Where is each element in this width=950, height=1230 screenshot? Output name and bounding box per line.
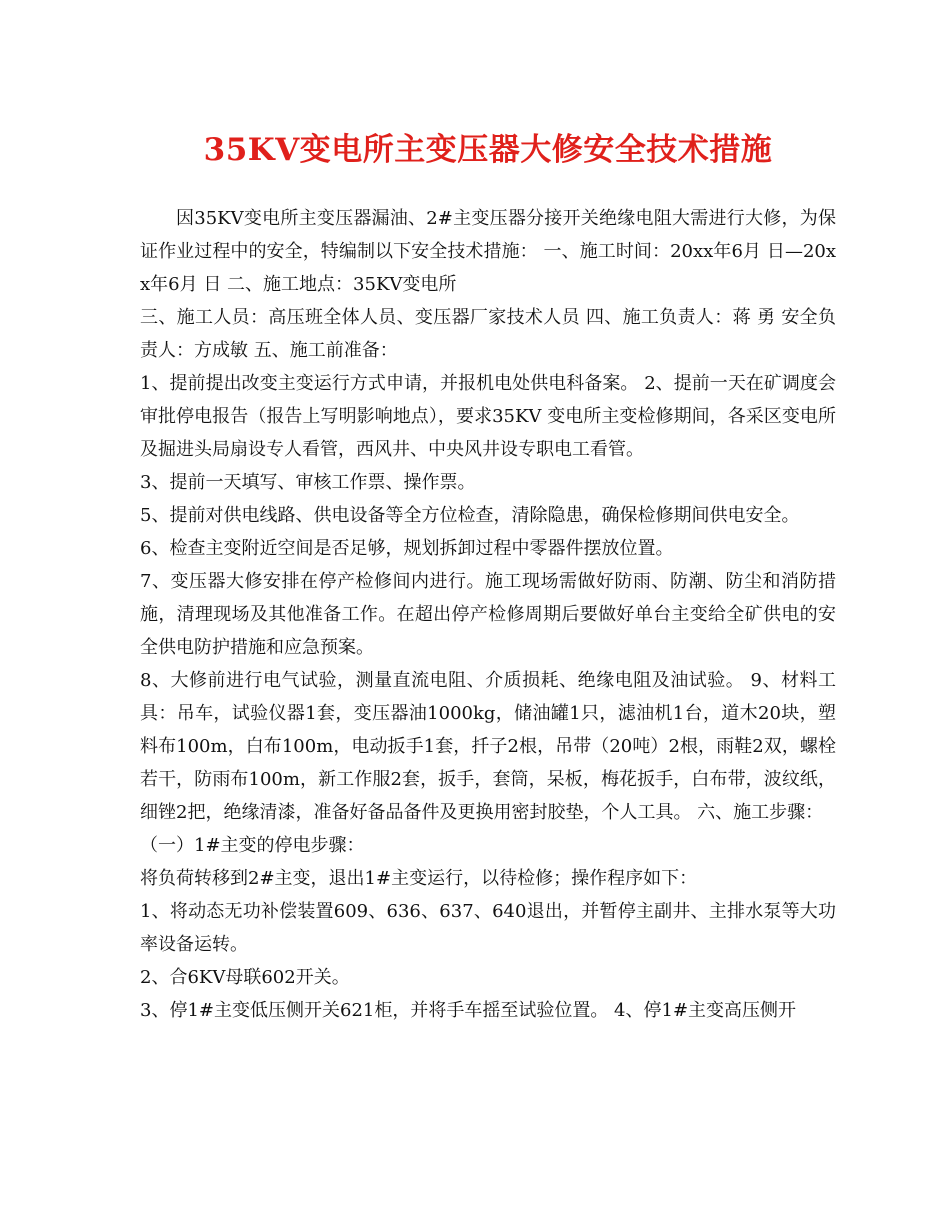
paragraph-intro: 因35KV变电所主变压器漏油、2#主变压器分接开关绝缘电阻大需进行大修，为保证作业过程中的安全，特编制以下安全技术措施： 一、施工时间：20xx年6月 日—20xx年6月 日 二、施工地点：35KV变电所 [140,208,836,295]
paragraph-item-8-9: 8、大修前进行电气试验，测量直流电阻、介质损耗、绝缘电阻及油试验。 9、材料工具：吊车，试验仪器1套，变压器油1000kg，储油罐1只，滤油机1台，道木20块，塑料布100m，白布100m，电动扳手1套，扦子2根，吊带（20吨）2根，雨鞋2双，螺栓若干，防雨布100m，新工作服2套，扳手，套筒，呆板，梅花扳手，白布带，波纹纸，细锉2把，绝缘清漆，准备好备品备件及更换用密封胶垫，个人工具。 六、施工步骤： [140,670,836,823]
paragraph-step-2: 2、合6KV母联602开关。 [140,967,350,988]
paragraph-item-6: 6、检查主变附近空间是否足够，规划拆卸过程中零器件摆放位置。 [140,538,674,559]
paragraph-step-3-4: 3、停1#主变低压侧开关621柜，并将手车摇至试验位置。 4、停1#主变高压侧开 [140,1000,797,1021]
paragraph-load-transfer: 将负荷转移到2#主变，退出1#主变运行，以待检修；操作程序如下： [140,868,698,889]
paragraph-item-7: 7、变压器大修安排在停产检修间内进行。施工现场需做好防雨、防潮、防尘和消防措施，清理现场及其他准备工作。在超出停产检修周期后要做好单台主变给全矿供电的安全供电防护措施和应急预案。 [140,571,836,658]
paragraph-section-1-heading: （一）1#主变的停电步骤： [140,835,365,856]
paragraph-step-1: 1、将动态无功补偿装置609、636、637、640退出，并暂停主副井、主排水泵等大功率设备运转。 [140,901,836,955]
paragraph-item-5: 5、提前对供电线路、供电设备等全方位检查，清除隐患，确保检修期间供电安全。 [140,505,800,526]
paragraph-item-3: 3、提前一天填写、审核工作票、操作票。 [140,472,476,493]
document-title: 35KV变电所主变压器大修安全技术措施 [203,132,773,168]
document-body [140,202,836,1027]
paragraph-personnel: 三、施工人员：高压班全体人员、变压器厂家技术人员 四、施工负责人：蒋 勇 安全负责人：方成敏 五、施工前准备： [140,307,836,361]
paragraph-item-1-2: 1、提前提出改变主变运行方式申请，并报机电处供电科备案。 2、提前一天在矿调度会审批停电报告（报告上写明影响地点），要求35KV 变电所主变检修期间，各采区变电所及掘进头局扇设专人看管，西风井、中央风井设专职电工看管。 [140,373,836,460]
